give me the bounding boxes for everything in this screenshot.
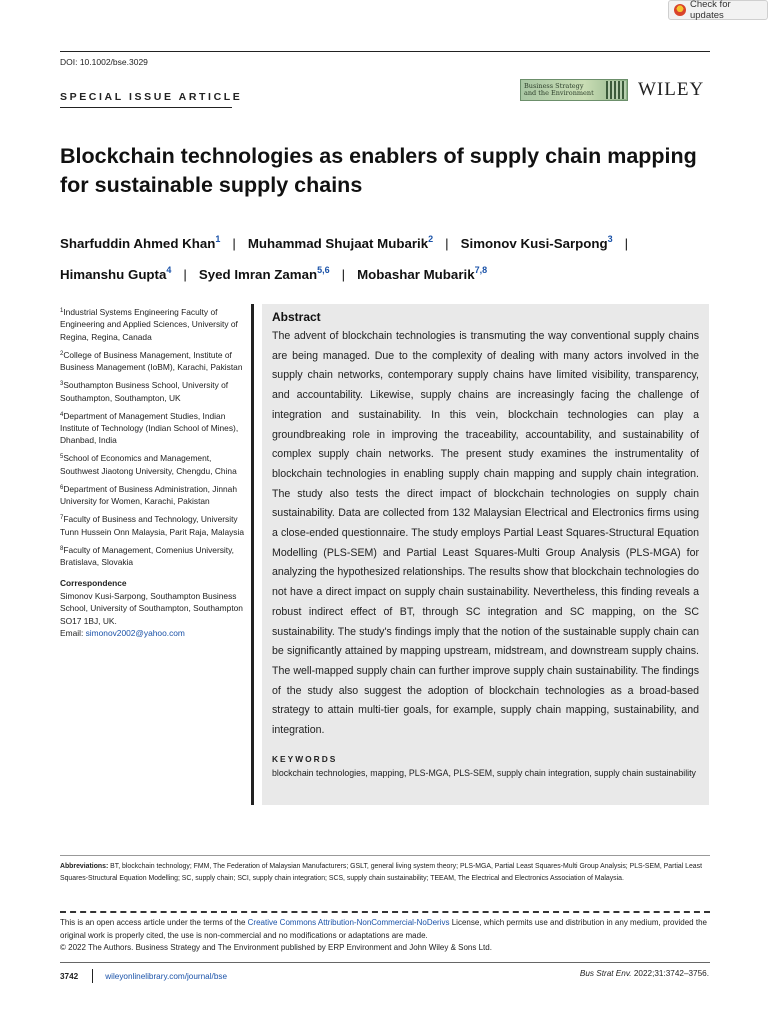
footer-separator bbox=[92, 969, 93, 983]
affiliation-text: Southampton Business School, University of Southampton, Southampton, UK bbox=[60, 380, 229, 403]
affiliation-number: 4 bbox=[60, 411, 64, 418]
correspondence-heading: Correspondence bbox=[60, 578, 127, 589]
affiliation-number: 5 bbox=[60, 454, 64, 461]
affiliation-text: Department of Management Studies, Indian Institute of Technology (Indian School of Mines), Dhanbad, India bbox=[60, 410, 239, 446]
abbreviations bbox=[60, 861, 708, 884]
keywords-text: blockchain technologies, mapping, PLS-MGA, PLS-SEM, supply chain integration, supply chain sustainability bbox=[272, 767, 696, 778]
affiliation bbox=[60, 409, 245, 447]
license-notice bbox=[60, 917, 710, 955]
footer-rule bbox=[60, 962, 710, 963]
check-for-updates-button[interactable] bbox=[668, 0, 768, 20]
author-affiliation-ref[interactable]: 4 bbox=[166, 265, 172, 275]
journal-url-link[interactable]: wileyonlinelibrary.com/journal/bse bbox=[105, 971, 228, 981]
header-rule bbox=[60, 51, 710, 52]
affiliation-text: Industrial Systems Engineering Faculty of Engineering and Applied Sciences, University of Regina, Regina, Canada bbox=[60, 307, 238, 342]
author-name[interactable]: Syed Imran Zaman bbox=[198, 267, 318, 282]
author-separator: | bbox=[183, 267, 187, 282]
affiliation-text: School of Economics and Management, Southwest Jiaotong University, Chengdu, China bbox=[60, 453, 237, 476]
check-for-updates-label: Check for updates bbox=[689, 0, 731, 21]
affiliations bbox=[60, 305, 245, 644]
author-name[interactable]: Mobashar Mubarik bbox=[357, 267, 475, 282]
affiliation-number: 6 bbox=[60, 484, 64, 491]
author-affiliation-ref[interactable]: 3 bbox=[607, 234, 613, 244]
author-separator: | bbox=[341, 267, 346, 282]
abbreviations-label: Abbreviations: bbox=[60, 863, 109, 870]
keywords-heading: KEYWORDS bbox=[272, 753, 338, 764]
article-title: Blockchain technologies as enablers of supply chain mapping for sustainable supply chains bbox=[60, 144, 697, 197]
affiliation bbox=[60, 378, 245, 404]
abstract-sidebar-rule bbox=[251, 304, 254, 805]
citation-text: 2022;31:3742–3756. bbox=[631, 969, 709, 978]
journal-logo-line1: Business Strategy bbox=[524, 82, 584, 90]
email-link[interactable]: simonov2002@yahoo.com bbox=[85, 628, 185, 639]
affiliation-number: 1 bbox=[60, 308, 64, 314]
author-line-2 bbox=[60, 257, 720, 288]
doi: DOI: 10.1002/bse.3029 bbox=[60, 57, 148, 67]
affiliation bbox=[60, 348, 245, 374]
license-text-pre: This is an open access article under the terms of the bbox=[60, 918, 248, 927]
correspondence-text: Simonov Kusi-Sarpong, Southampton Business School, University of Southampton, Southampton SO17 1BJ, UK. bbox=[60, 590, 243, 626]
author-affiliation-ref[interactable]: 2 bbox=[428, 234, 434, 244]
author-separator: | bbox=[232, 236, 236, 251]
article-type-rule bbox=[60, 107, 232, 108]
copyright-text: © 2022 The Authors. Business Strategy and The Environment published by ERP Environment and John Wiley & Sons Ltd. bbox=[60, 943, 492, 952]
affiliation-text: Faculty of Business and Technology, University Tunn Hussein Onn Malaysia, Parit Raja, Malaysia bbox=[60, 514, 245, 537]
journal-abbreviation: Bus Strat Env. bbox=[579, 969, 632, 978]
page-number: 3742 bbox=[60, 971, 79, 981]
journal-cover-icon bbox=[606, 81, 626, 99]
author-affiliation-ref[interactable]: 7,8 bbox=[474, 265, 488, 275]
abstract-box bbox=[262, 304, 709, 805]
affiliation bbox=[60, 482, 245, 508]
abstract-heading: Abstract bbox=[272, 310, 321, 324]
author-name[interactable]: Muhammad Shujaat Mubarik bbox=[247, 236, 429, 251]
author-name[interactable]: Sharfuddin Ahmed Khan bbox=[60, 236, 216, 251]
abbreviations-text: BT, blockchain technology; FMM, The Federation of Malaysian Manufacturers; GSLT, general living system theory; PLS-MGA, Partial Least Squares-Multi Group Analysis; PLS-SEM, Partial Least Squares-Structural Equation Modelling; SC, supply chain; SCI, supply chain integration; SCS, supply chain sustainability; TEEAM, The Electrical and Electronics Association of Malaysia. bbox=[60, 863, 702, 882]
affiliation bbox=[60, 512, 245, 538]
publisher-logo: WILEY bbox=[638, 79, 705, 100]
footer-citation bbox=[580, 969, 709, 978]
crossmark-icon bbox=[674, 4, 686, 16]
affiliation-number: 3 bbox=[60, 381, 64, 388]
abbreviations-rule bbox=[60, 855, 710, 856]
affiliation-number: 7 bbox=[60, 515, 64, 522]
journal-logo-line2: and the Environment bbox=[524, 89, 594, 97]
affiliation-number: 2 bbox=[60, 350, 64, 357]
affiliation-text: Department of Business Administration, Jinnah University for Women, Karachi, Pakistan bbox=[60, 483, 237, 507]
footer-left bbox=[60, 969, 227, 983]
author-separator: | bbox=[445, 236, 449, 251]
affiliation bbox=[60, 543, 245, 569]
author-affiliation-ref[interactable]: 5,6 bbox=[317, 265, 330, 275]
license-text-post: License, which permits use and distribution in any medium, provided the original work is properly cited, the use is non-commercial and no modifications or adaptations are made. bbox=[60, 918, 707, 940]
email-label: Email: bbox=[60, 628, 86, 639]
license-divider bbox=[60, 911, 710, 913]
license-link[interactable]: Creative Commons Attribution-NonCommercial-NoDerivs bbox=[247, 918, 450, 927]
correspondence-details bbox=[60, 590, 245, 640]
affiliation bbox=[60, 305, 245, 343]
author-line-1 bbox=[60, 226, 720, 257]
affiliation-text: College of Business Management, Institute of Business Management (IoBM), Karachi, Pakistan bbox=[60, 349, 243, 373]
author-name[interactable]: Simonov Kusi-Sarpong bbox=[460, 236, 608, 251]
article-type: SPECIAL ISSUE ARTICLE bbox=[60, 91, 243, 103]
affiliation bbox=[60, 451, 245, 477]
affiliation-text: Faculty of Management, Comenius University, Bratislava, Slovakia bbox=[60, 544, 235, 568]
affiliation-number: 8 bbox=[60, 545, 64, 552]
author-separator: | bbox=[624, 236, 629, 251]
journal-logo bbox=[520, 79, 628, 101]
abstract-text: The advent of blockchain technologies is transmuting the way conventional supply chains are being managed. Due to the complexity of dealing with many actors involved in the supply chain networks, contemporary supply chains have limited visibility, transparency, and accountability. Likewise, supply chains are increasingly facing the challenge of integration and sustainability. In this vein, blockchain technologies can play a groundbreaking role in improving the traceability, accountability, and sustainability of complex supply chain networks. The present study examines the instrumentality of blockchain technologies in enabling supply chain mapping and supply chain integration. The study also tests the direct impact of blockchain technologies on supply chain sustainability. Data are collected from 132 Malaysian Electrical and Electronics firms using a close-ended questionnaire. The study employs Partial Least Squares-Structural Equation Modelling (PLS-SEM) and Partial Least Squares-Multi Group Analysis (PLS-MGA) for analyzing the hypothesized relationships. The results show that blockchain technologies do not have a direct impact on supply chain sustainability. Nevertheless, this finding reveals a robust indirect effect of BT, through SC integration and SC mapping, on the SC sustainability. The study's findings imply that the notion of the sustainable supply chain can be significantly attained by mapping upstream, midstream, and downstream supply chains. The well-mapped supply chain can further improve supply chain sustainability. The findings of the study also suggest the adoption of blockchain technologies as a broad-based strategy to attain multi-tier goals, for example, supply chain mapping, sustainability, and integration. bbox=[272, 330, 699, 737]
author-list bbox=[60, 226, 720, 288]
author-affiliation-ref[interactable]: 1 bbox=[215, 234, 221, 244]
author-name[interactable]: Himanshu Gupta bbox=[60, 267, 167, 282]
